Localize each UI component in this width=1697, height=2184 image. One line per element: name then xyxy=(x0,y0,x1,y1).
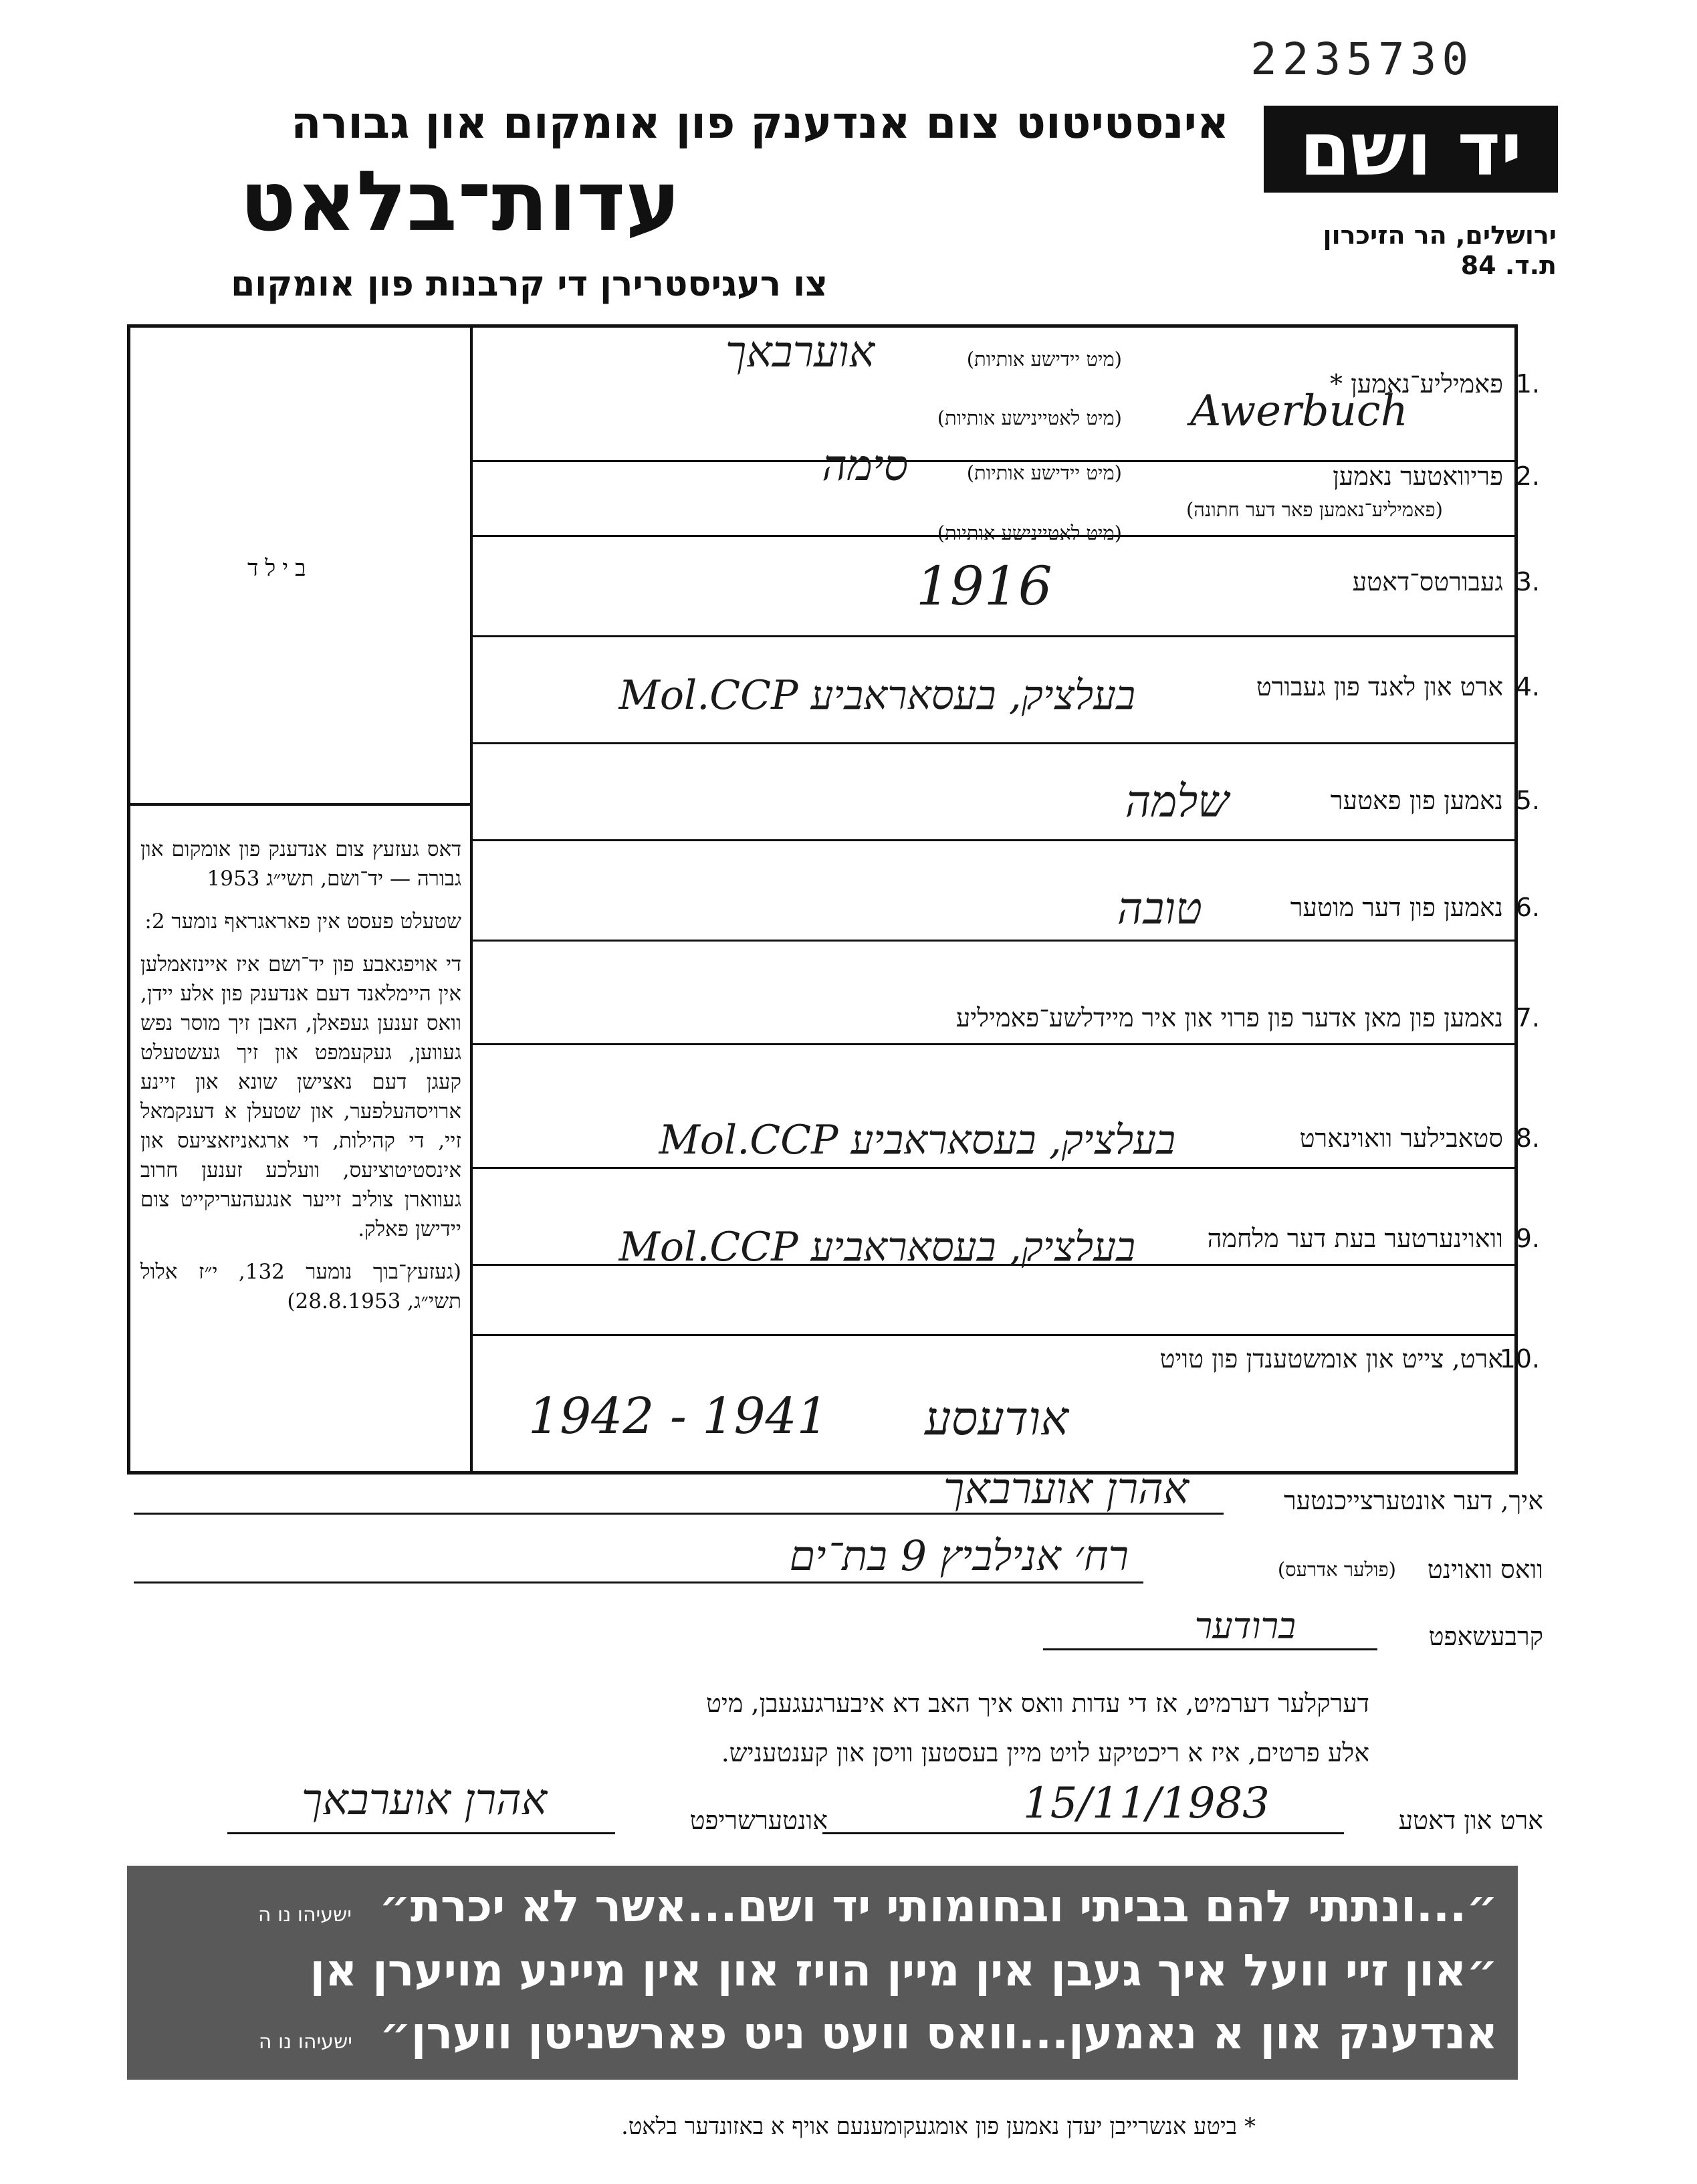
hint-latin-2: (מיט לאטיינישע אותיות) xyxy=(937,522,1122,544)
hint-yiddish-2: (מיט יידישע אותיות) xyxy=(966,461,1122,484)
row-divider xyxy=(473,1334,1518,1336)
hint-latin-1: (מיט לאטיינישע אותיות) xyxy=(937,407,1122,429)
field-10-number: 10. xyxy=(1499,1344,1540,1374)
address-city: ירושלים, הר הזיכרון xyxy=(1323,221,1557,250)
banner-quote-hebrew: ״...ונתתי להם בביתי ובחומותי יד ושם...אשר לא יכרת״ xyxy=(378,1880,1498,1932)
field-4-number: 4. xyxy=(1515,672,1540,701)
place-date-label: ארט און דאטע xyxy=(1398,1806,1543,1835)
field-1-value-latin[interactable]: Awerbuch xyxy=(1190,387,1408,436)
quote-banner xyxy=(127,1866,1518,2080)
row-divider xyxy=(473,1043,1518,1045)
law-paragraph-2: שטעלט פעסט אין פאראגראף נומער 2: xyxy=(144,909,461,934)
institute-name: אינסטיטוט צום אנדענק פון אומקום און גבורה xyxy=(291,97,1229,148)
field-10-place[interactable]: אודעסע xyxy=(924,1391,1068,1446)
yad-vashem-logo: יד ושם xyxy=(1264,106,1558,193)
declaration-line-1: דערקלער דערמיט, אז די עדות וואס איך האב דא איבערגעגעבן, מיט xyxy=(705,1688,1369,1718)
place-date-line xyxy=(822,1832,1344,1834)
banner-line-2: ״און זיי וועל איך געבן אין מיין הויז און אין מיינע מויערן אן xyxy=(310,1945,1498,1996)
field-10-years[interactable]: 1942 - 1941 xyxy=(528,1388,828,1445)
witness-relation-value[interactable]: ברודער xyxy=(1194,1605,1296,1647)
field-9-number: 9. xyxy=(1515,1224,1540,1253)
field-2-number: 2. xyxy=(1515,461,1540,491)
witness-address-value[interactable]: רח׳ אנילביץ 9 בת־ים xyxy=(789,1531,1129,1580)
field-8-label: סטאבילער וואוינארט xyxy=(1299,1123,1503,1153)
field-6-value[interactable]: טובה xyxy=(1117,883,1202,934)
field-3-label: געבורטס־דאטע xyxy=(1352,567,1503,596)
witness-address-label: וואס וואוינט xyxy=(1427,1555,1543,1584)
serial-number: 2235730 xyxy=(1250,33,1474,85)
banner-quote-yiddish-end: אנדענק און א נאמען...וואס וועט ניט פארשניטן ווערן״ xyxy=(379,2007,1498,2059)
row-divider xyxy=(473,940,1518,942)
field-10-label: ארט, צייט און אומשטענדן פון טויט xyxy=(1159,1344,1503,1374)
field-9-label: וואוינערטער בעת דער מלחמה xyxy=(1207,1224,1503,1253)
page-subtitle: צו רעגיסטרירן די קרבנות פון אומקום xyxy=(231,264,828,304)
law-excerpt xyxy=(140,835,461,1329)
witness-relation-label: קרבעשאפט xyxy=(1428,1622,1543,1651)
field-8-number: 8. xyxy=(1515,1123,1540,1153)
field-7-label: נאמען פון מאן אדער פון פרוי און איר מיידלשע־פאמיליע xyxy=(955,1003,1503,1032)
row-divider xyxy=(473,1167,1518,1169)
banner-line-1 xyxy=(258,1880,1498,1932)
photo-label: בילד xyxy=(247,555,313,582)
law-paragraph-3: די אויפגאבע פון יד־ושם איז איינזאמלען אין היימלאנד דעם אנדענק פון אלע יידן, וואס זענען געפאלן, האבן זיך מוסר נפש געווען, געקעמפט און זיך געשטעלט קעגן דעם נאצישן שונא און זיינע ארויסהעלפער, און שטעלן א דענקמאל זיי, די קהילות, די ארגאניזאציעס און אינסטיטוציעס, וועלכע זענען חרוב געווארן צוליב זייער אנגעהעריקייט צום יידישן פאלק. xyxy=(140,952,461,1241)
field-4-value[interactable]: בעלציק, בעסאראביע Mol.CCP xyxy=(618,672,1135,719)
field-1-label: פאמיליע־נאמען * xyxy=(1330,369,1503,399)
witness-name-label: איך, דער אונטערצייכנטער xyxy=(1283,1486,1543,1515)
witness-name-value[interactable]: אהרן אוערבאך xyxy=(943,1464,1189,1514)
field-3-number: 3. xyxy=(1515,567,1540,596)
row-divider xyxy=(473,742,1518,744)
witness-address-line xyxy=(134,1581,1143,1584)
row-divider xyxy=(473,635,1518,637)
witness-relation-line xyxy=(1043,1648,1377,1650)
hint-yiddish-1: (מיט יידישע אותיות) xyxy=(966,348,1122,370)
hint-maiden-name: (פאמיליע־נאמען פאר דער חתונה) xyxy=(1185,498,1443,521)
field-8-value[interactable]: בעלציק, בעסאראביע Mol.CCP xyxy=(659,1117,1175,1164)
witness-address-hint: (פולער אדרעס) xyxy=(1277,1558,1396,1581)
row-divider xyxy=(473,839,1518,841)
field-4-label: ארט און לאנד פון געבורט xyxy=(1256,672,1503,701)
field-6-label: נאמען פון דער מוטער xyxy=(1290,893,1503,922)
field-5-number: 5. xyxy=(1515,786,1540,815)
law-paragraph-1: דאס געזעץ צום אנדענק פון אומקום און גבורה — יד־ושם, תשי״ג 1953 xyxy=(140,837,461,891)
signature-label: אונטערשריפט xyxy=(689,1806,828,1835)
field-2-value[interactable]: סימה xyxy=(822,441,908,491)
declaration-text xyxy=(233,1678,1369,1777)
field-7-number: 7. xyxy=(1515,1003,1540,1032)
banner-citation-2: ישעיהו נו ה xyxy=(258,2030,352,2054)
banner-citation-1: ישעיהו נו ה xyxy=(257,1903,352,1927)
footnote: * ביטע אנשרייבן יעדן נאמען פון אומגעקומענעם אויף א באזונדער בלאט. xyxy=(620,2113,1256,2140)
field-5-value[interactable]: שלמה xyxy=(1125,776,1229,827)
law-paragraph-4: (געזעץ־בוך נומער 132, י״ז אלול תשי״ג, 28.8.1953) xyxy=(140,1260,461,1313)
signature-value[interactable]: אהרן אוערבאך xyxy=(301,1775,547,1825)
banner-line-3 xyxy=(259,2007,1498,2059)
field-5-label: נאמען פון פאטער xyxy=(1330,786,1503,815)
field-1-number: 1. xyxy=(1515,369,1540,399)
field-9-value[interactable]: בעלציק, בעסאראביע Mol.CCP xyxy=(618,1224,1135,1271)
signature-line xyxy=(227,1832,615,1834)
field-2-label: פריוואטער נאמען xyxy=(1333,461,1503,491)
field-6-number: 6. xyxy=(1515,893,1540,922)
place-date-value[interactable]: 15/11/1983 xyxy=(1023,1779,1270,1828)
address-box: ת.ד. 84 xyxy=(1460,251,1557,280)
field-1-value-yiddish[interactable]: אוערבאך xyxy=(725,328,875,377)
declaration-line-2: אלע פרטים, איז א ריכטיקע לויט מיין בעסטען וויסן און קענטעניש. xyxy=(721,1738,1369,1767)
field-3-value[interactable]: 1916 xyxy=(916,555,1052,617)
page-title: עדות־בלאט xyxy=(239,154,681,250)
